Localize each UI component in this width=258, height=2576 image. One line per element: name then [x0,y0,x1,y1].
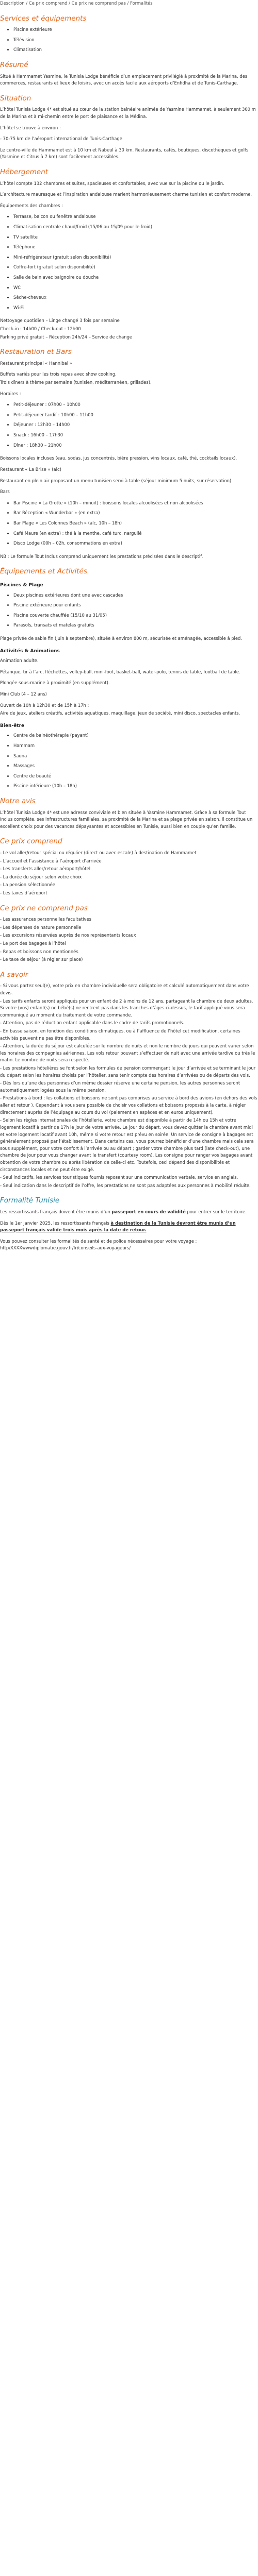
list-item: - Attention, pas de réduction enfant applicable dans le cadre de tarifs promotionnels. [0,1020,185,1026]
list-item: • Bar Piscine « La Grotte » (10h – minuit) : boissons locales alcoolisées et non alcoolisées [13,500,258,507]
pool-subtitle: Piscines & Plage [0,582,43,588]
good-to-know-list [0,982,258,1189]
list-item: • Petit-déjeuner : 07h00 – 10h00 [13,401,258,409]
list-item: - Seul indication dans le descriptif de l’offre, les prestations ne sont pas adaptées aux personnes à mobilité réduite. [0,1182,251,1188]
list-item: - Prestations à bord : les collations et boissons ne sont pas comprises au service à bord des avions (en dehors des vols aller et retour ). Cependant à vous sera possible de choisir vos collations et boissons proposés à la carte, à régler directement auprès de l’équipage au cours du vol (paiement en espèces et en euros uniquement). [0,1095,257,1115]
heb-text: Parking privé gratuit – Réception 24h/24 – Service de change [0,334,133,340]
resto-text: Restaurant en plein air proposant un menu tunisien servi à table (séjour minimum 5 nuits, sur réservation). [0,478,233,483]
list-item: • Climatisation centrale chaud/froid (15/06 au 15/09 pour le froid) [13,224,258,231]
activities-text: Mini Club (4 – 12 ans) [0,691,47,697]
formalities-text-part: pour entrer sur le territoire. [185,1209,247,1214]
list-item: • Salle de bain avec baignoire ou douche [13,274,258,281]
list-item: • Massages [13,762,258,770]
list-item: - Les assurances personnelles facultatives [0,917,92,922]
room-equipment-list [0,213,258,311]
heb-text: Équipements des chambres : [0,202,63,208]
situation-text: L’hôtel Tunisia Lodge 4* est situé au cœur de la station balnéaire animée de Yasmine Hammamet, à seulement 300 m de la Marina et à mi-chemin entre le port de plaisance et la Médina. [0,107,256,119]
includes-list [0,850,258,897]
tab-description[interactable]: Description [0,1,25,6]
equip-title: Équipements et Activités [0,567,87,576]
wellness-list [0,732,258,790]
passport-emphasis: passeport en cours de validité [111,1209,186,1214]
list-item: • Piscine extérieure pour enfants [13,602,258,609]
excludes-list [0,916,258,963]
list-item: - Le port des bagages à l’hôtel [0,940,66,946]
list-item: • Café Maure (en extra) : thé à la menthe, café turc, narguilé [13,530,258,537]
heb-text: L’hôtel compte 132 chambres et suites, spacieuses et confortables, avec vue sur la piscine ou le jardin. [0,180,224,186]
tab-separator: / [125,1,130,6]
includes-title: Ce prix comprend [0,837,62,846]
activities-subtitle: Activités & Animations [0,648,60,654]
list-item: • Déjeuner : 12h30 – 14h00 [13,421,258,429]
activities-text: Plongée sous-marine à proximité (en supplément). [0,680,110,686]
resume-text: Situé à Hammamet Yasmine, le Tunisia Lodge bénéficie d’un emplacement privilégié à proximité de la Marina, des commerces, restaurants et lieux de loisirs, avec un accès facile aux aéroports d’Enfidha et de Tunis-Carthage. [0,73,248,86]
list-item: • Bar Plage « Les Colonnes Beach » (alc, 10h – 18h) [13,520,258,527]
opinion-text: L’hôtel Tunisia Lodge 4* est une adresse conviviale et bien située à Yasmine Hammamet. Grâce à sa formule Tout Inclus complète, ses infrastructures familiales, sa proximité de la Marina et sa plage privée en saison, il constitue un excellent choix pour des vacances dépaysantes et accessibles en Tunisie, aussi bien en couple qu’en famille. [0,809,253,829]
pool-list [0,592,258,629]
services-list [0,26,258,54]
list-item: - Les dépenses de nature personnelle [0,924,82,930]
list-item: • Wi-Fi [13,304,258,312]
page [0,0,258,1263]
resto-text: Bars [0,489,10,495]
list-item: - La pension sélectionnée [0,882,55,888]
activities-text: Animation adulte. [0,658,39,664]
tab-formalities[interactable]: Formalités [130,1,153,6]
list-item: - Le taxe de séjour (à régler sur place) [0,957,83,962]
formalities-text [0,1209,258,1216]
formalities-text-part: Les ressortissants français doivent être munis d’un [0,1209,112,1214]
situation-title: Situation [0,94,31,103]
activities-text: Pétanque, tir à l’arc, fléchettes, volley-ball, mini-foot, basket-ball, water-polo, tennis de table, football de table. [0,669,240,674]
situation-text: L’hôtel se trouve à environ : [0,125,61,130]
list-item: • Sauna [13,753,258,760]
list-item: - Les tarifs enfants seront appliqués pour un enfant de 2 à moins de 12 ans, partageant la chambre de deux adultes. Si votre (vos) enfant(s) ne bébé(s) ne rentrent pas dans les tranches d’âges ci-dessus, le tarif appliqué vous sera communiqué au moment du traitement de votre commande. [0,998,253,1018]
list-item: - Attention, la durée du séjour est calculée sur le nombre de nuits et non le nombre de jours qui peuvent varier selon les horaires des compagnies aériennes. Les vols retour pouvant s’effectuer de nuit avec une arrivée tardive ou très le matin. Le nombre de nuits sera respecté. [0,1043,255,1063]
resto-text: Horaires : [0,391,21,396]
list-item: - Si vous partez seul(e), votre prix en chambre individuelle sera obligatoire et calculé automatiquement dans votre devis. [0,983,249,995]
pool-text: Plage privée de sable fin (juin à septembre), située à environ 800 m, sécurisée et aménagée, accessible à pied. [0,635,243,641]
list-item: • Parasols, transats et matelas gratuits [13,622,258,629]
wellness-subtitle: Bien-être [0,723,25,728]
passport-validity-emphasis: à destination de la Tunisie devront être munis d’un passeport français valide trois mois après la date de retour. [0,1220,236,1233]
list-item: • Dîner : 18h30 – 21h00 [13,442,258,449]
heb-text: Check-in : 14h00 / Check-out : 12h00 [0,326,81,332]
heb-text: Nettoyage quotidien – Linge changé 3 fois par semaine [0,318,120,324]
list-item: • Piscine extérieure [13,26,258,33]
list-item: • Snack : 16h00 – 17h30 [13,432,258,439]
tab-includes[interactable]: Ce prix comprend [28,1,68,6]
list-item: - Les excursions réservées auprès de nos représentants locaux [0,933,136,938]
list-item: • Bar Réception « Wunderbar » (en extra) [13,510,258,517]
heb-title: Hébergement [0,167,49,176]
list-item: • Piscine couverte chauffée (15/10 au 31/05) [13,612,258,619]
list-item: - Dès lors qu’une des personnes d’un même dossier réserve une certaine pension, les autres personnes seront automatiquement logées sous la même pension. [0,1080,240,1093]
bars-list [0,500,258,547]
list-item: • TV satellite [13,234,258,241]
list-item: - La durée du séjour selon votre choix [0,874,82,879]
list-item: - Selon les règles internationales de l’hôtellerie, votre chambre est disponible à partir de 14h ou 15h et votre logement locatif à partir de 17h le jour de votre arrivée. Le jour du départ, vous devez quitter la chambre avant midi et votre logement locatif avant 10h, même si votre retour est prévu en soirée. Un service de consigne à bagages est généralement proposé par l’établissement. Dans certains cas, vous pourrez bénéficier d’une chambre mais cela sera sous supplément, pour votre confort à l’arrivée ou au départ ; garder votre chambre plus tard (late check-out), une chambre de jour pour vous changer avant le transfert (courtesy room). Les consigne pour ranger vos bagages avant obtention de votre chambre ou après libération de celle-ci etc. Toutefois, ceci dépend des disponibilités et circonstances locales et ne peut être exigé. [0,1117,254,1172]
list-item: - En basse saison, en fonction des conditions climatiques, ou à l’affluence de l’hôtel cet modification, certaines activités peuvent ne pas être disponibles. [0,1028,240,1041]
activities-text: Aire de jeux, ateliers créatifs, activités aquatiques, maquillage, jeux de société, mini disco, spectacles enfants. [0,710,240,716]
list-item: • Coffre-fort (gratuit selon disponibilité) [13,264,258,271]
list-item: • Centre de balnéothérapie (payant) [13,732,258,739]
tab-excludes[interactable]: Ce prix ne comprend pas [71,1,126,6]
resto-text: Buffets variés pour les trois repas avec show cooking. [0,371,117,377]
formalities-text-part: Dès le 1er janvier 2025, les ressortissants français [0,1220,111,1226]
heb-text: L’architecture mauresque et l’inspiration andalouse marient harmonieusement charme tunisien et confort moderne. [0,192,252,197]
list-item: • Piscine intérieure (10h – 18h) [13,783,258,790]
activities-text: Ouvert de 10h à 12h30 et de 15h à 17h : [0,702,89,708]
resto-text: Trois dîners à thème par semaine (tunisien, méditerranéen, grillades). [0,380,152,385]
list-item: • Télévision [13,37,258,44]
list-item: • Terrasse, balcon ou fenêtre andalouse [13,213,258,221]
excludes-title: Ce prix ne comprend pas [0,904,88,912]
list-item: • Mini-réfrigérateur (gratuit selon disponibilité) [13,254,258,261]
situation-text: Le centre-ville de Hammamet est à 10 km et Nabeul à 30 km. Restaurants, cafés, boutiques, discothèques et golfs (Yasmine et Citrus à 7 km) sont facilement accessibles. [0,147,249,160]
list-item: • Téléphone [13,244,258,251]
resume-title: Résumé [0,60,28,69]
resto-text: Restaurant principal « Hannibal » [0,360,72,366]
list-item: - Les taxes d’aéroport [0,890,47,895]
resto-text: Restaurant « La Brise » (alc) [0,466,61,472]
formalities-text [0,1220,258,1234]
good-to-know-title: A savoir [0,970,28,979]
list-item: - L’accueil et l’assistance à l’aéroport d’arrivée [0,858,102,863]
list-item: • Sèche-cheveux [13,294,258,301]
formalities-text: Vous pouvez consulter les formalités de santé et de police nécessaires pour votre voyage : http/XXXXwwwdiplomatie.gouv.fr/fr/conseils-aux-voyageurs/ [0,1238,197,1251]
list-item: - Les prestations hôtelières se font selon les formules de pension commençant le jour d’arrivée et se terminant le jour du départ selon les horaires choisis par l’hôtelier, sans tenir compte des horaires d’arrivées ou de départs des vols. [0,1065,256,1078]
tab-separator: / [67,1,72,6]
list-item: • Centre de beauté [13,773,258,780]
tab-bar [0,0,258,7]
services-title: Services et équipements [0,14,87,23]
resto-text: NB : Le formule Tout Inclus comprend uniquement les prestations précisées dans le descriptif. [0,553,203,559]
hours-list [0,401,258,449]
resto-text: Boissons locales incluses (eau, sodas, jus concentrés, bière pression, vins locaux, café, thé, cocktails locaux). [0,455,237,461]
list-item: • Petit-déjeuner tardif : 10h00 – 11h00 [13,412,258,419]
list-item: • Deux piscines extérieures dont une avec cascades [13,592,258,599]
list-item: • Climatisation [13,46,258,54]
formalities-title: Formalité Tunisie [0,1196,60,1205]
tab-separator: / [24,1,29,6]
list-item: • Disco Lodge (00h – 02h, consommations en extra) [13,540,258,547]
list-item: - Les transferts aller/retour aéroport/hôtel [0,866,91,872]
resto-title: Restauration et Bars [0,348,72,357]
list-item: • WC [13,284,258,292]
list-item: - Repas et boissons non mentionnés [0,948,78,954]
list-item: • Hammam [13,742,258,750]
list-item: - Seul indicatifs, les services touristiques fournis reposent sur une communication verbale, service en anglais. [0,1175,238,1180]
list-item: - Le vol aller/retour spécial ou régulier (direct ou avec escale) à destination de Hammamet [0,850,197,855]
situation-text: - 70-75 km de l’aéroport international de Tunis-Carthage [0,136,122,142]
opinion-title: Notre avis [0,797,36,806]
